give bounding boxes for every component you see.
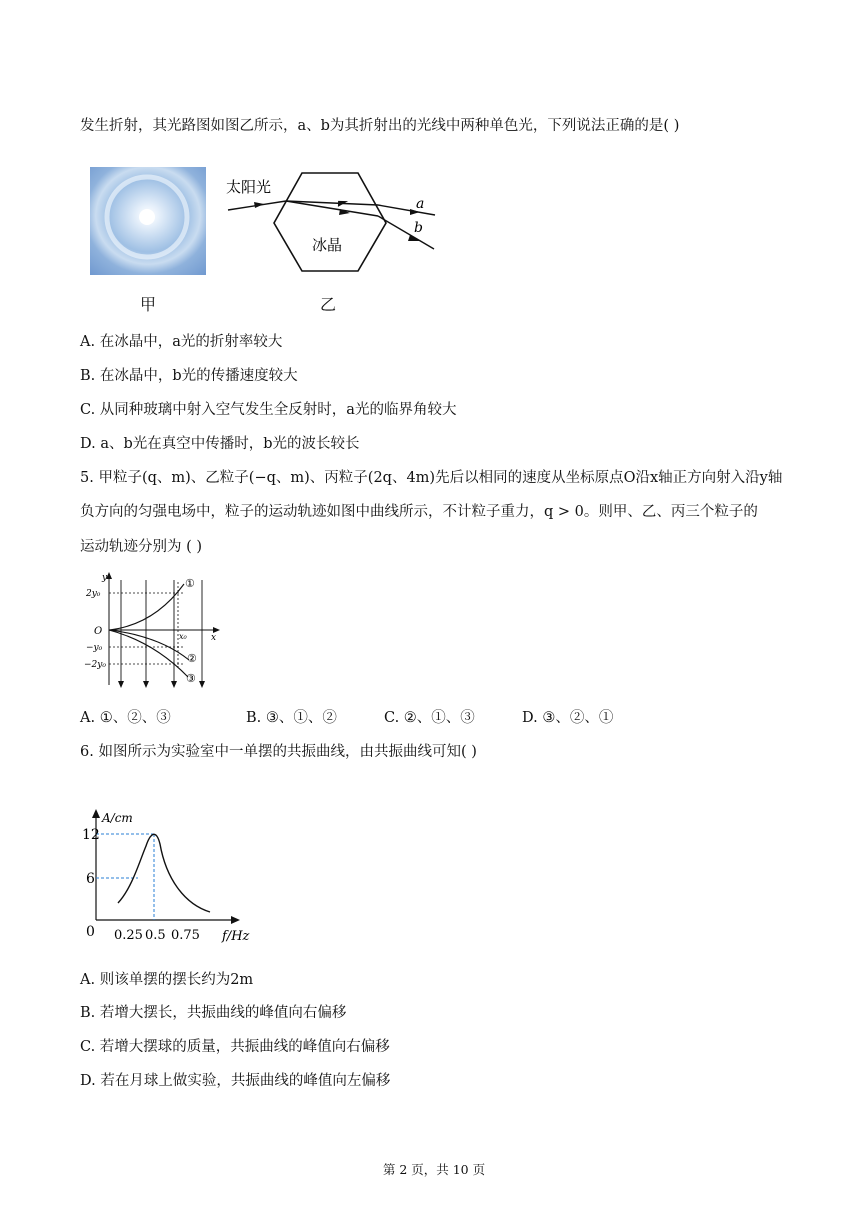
q5-stem-line-3: 运动轨迹分别为 ( ) [80, 539, 203, 555]
q4-option-b: B. 在冰晶中，b光的传播速度较大 [80, 368, 298, 384]
q5-option-c: C. ②、①、③ [384, 710, 475, 726]
svg-text:0.25: 0.25 [114, 928, 143, 943]
trajectory-figure [84, 570, 224, 690]
svg-text:0.5: 0.5 [145, 928, 166, 943]
svg-text:f/Hz: f/Hz [222, 929, 250, 944]
label-ray-a: a [416, 196, 425, 212]
halo-photo [90, 167, 206, 275]
svg-text:O: O [94, 626, 103, 637]
ice-crystal-diagram [220, 168, 445, 278]
q6-option-d: D. 若在月球上做实验，共振曲线的峰值向左偏移 [80, 1073, 391, 1089]
q6-stem: 6. 如图所示为实验室中一单摆的共振曲线，由共振曲线可知( ) [80, 744, 477, 760]
svg-text:−y₀: −y₀ [86, 643, 103, 653]
q5-stem-line-1: 5. 甲粒子(q、m)、乙粒子(−q、m)、丙粒子(2q、4m)先后以相同的速度从坐标原点O沿x轴正方向射入沿y轴 [80, 470, 783, 486]
svg-text:②: ② [187, 652, 197, 665]
intro-line: 发生折射，其光路图如图乙所示，a、b为其折射出的光线中两种单色光，下列说法正确的是( ) [80, 118, 680, 134]
fig-yi-caption: 乙 [320, 295, 337, 314]
svg-text:x: x [211, 633, 217, 643]
svg-text:x₀: x₀ [179, 632, 187, 641]
svg-text:0: 0 [86, 924, 95, 940]
resonance-graph [80, 808, 270, 948]
label-sunlight: 太阳光 [226, 178, 272, 196]
fig-jia-caption: 甲 [140, 295, 157, 314]
q5-stem-line-2: 负方向的匀强电场中，粒子的运动轨迹如图中曲线所示，不计粒子重力，q > 0。则甲、乙、丙三个粒子的 [80, 504, 758, 520]
q4-option-d: D. a、b光在真空中传播时，b光的波长较长 [80, 436, 360, 452]
page-footer: 第 2 页，共 10 页 [382, 1162, 486, 1177]
q6-option-b: B. 若增大摆长，共振曲线的峰值向右偏移 [80, 1005, 347, 1021]
svg-text:y: y [102, 573, 108, 583]
svg-text:A/cm: A/cm [102, 811, 133, 825]
svg-text:2y₀: 2y₀ [86, 589, 101, 599]
svg-text:12: 12 [82, 827, 100, 843]
q6-option-a: A. 则该单摆的摆长约为2m [80, 972, 254, 988]
q4-option-a: A. 在冰晶中，a光的折射率较大 [80, 334, 283, 350]
q6-option-c: C. 若增大摆球的质量，共振曲线的峰值向右偏移 [80, 1039, 390, 1055]
label-ray-b: b [414, 220, 423, 236]
svg-text:③: ③ [186, 672, 196, 685]
svg-text:0.75: 0.75 [171, 928, 200, 943]
q5-option-a: A. ①、②、③ [80, 710, 171, 726]
svg-text:6: 6 [86, 871, 95, 887]
q5-options [80, 706, 613, 727]
q4-option-c: C. 从同种玻璃中射入空气发生全反射时，a光的临界角较大 [80, 402, 457, 418]
svg-text:①: ① [185, 577, 195, 590]
label-crystal: 冰晶 [312, 236, 343, 254]
svg-text:−2y₀: −2y₀ [84, 660, 106, 670]
q5-option-b: B. ③、①、② [246, 710, 337, 726]
hexagon [274, 173, 386, 271]
q5-option-d: D. ③、②、① [522, 710, 614, 726]
